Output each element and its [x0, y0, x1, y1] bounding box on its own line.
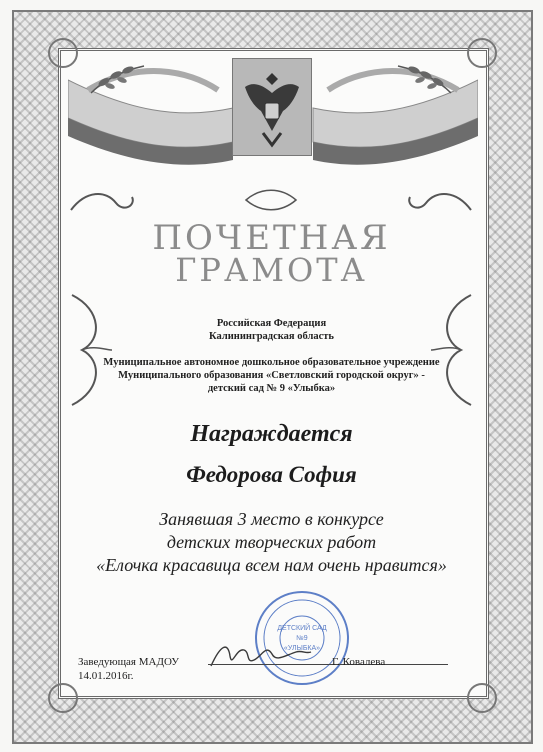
top-flourish — [66, 185, 476, 215]
signer-name: Г. Ковалева — [332, 656, 386, 668]
stamp-center-line2: №9 — [296, 635, 308, 642]
recipient-name: Федорова София — [186, 462, 357, 487]
stamp-center-line3: «УЛЫБКА» — [283, 645, 321, 652]
signer-position: Заведующая МАДОУ — [78, 656, 180, 668]
handwritten-signature — [206, 634, 316, 674]
signature-line — [208, 664, 448, 665]
laurel-branch-left — [86, 58, 146, 98]
region-text: Калининградская область — [209, 331, 334, 342]
laurel-branch-right — [396, 58, 456, 98]
reason-line1: Занявшая 3 место в конкурсе — [159, 509, 384, 529]
certificate-title-line2: ГРАМОТА — [175, 251, 368, 289]
reason-line3: «Елочка красавица всем нам очень нравится» — [96, 555, 447, 575]
institution-line2: Муниципального образования «Светловский городской округ» - — [118, 370, 425, 381]
institution-line1: Муниципальное автономное дошкольное образовательное учреждение — [103, 357, 440, 368]
institution-line3: детский сад № 9 «Улыбка» — [207, 383, 336, 394]
corner-ornament — [467, 683, 497, 713]
reason-line2: детских творческих работ — [166, 532, 377, 552]
country-text: Российская Федерация — [216, 318, 327, 329]
awarded-label: Награждается — [190, 421, 353, 447]
certificate-title-line1: ПОЧЕТНАЯ — [152, 218, 391, 258]
stamp-center-line1: ДЕТСКИЙ САД — [277, 625, 327, 632]
corner-ornament — [48, 683, 78, 713]
coat-of-arms-icon — [232, 58, 312, 156]
signature-date: 14.01.2016г. — [78, 670, 134, 682]
